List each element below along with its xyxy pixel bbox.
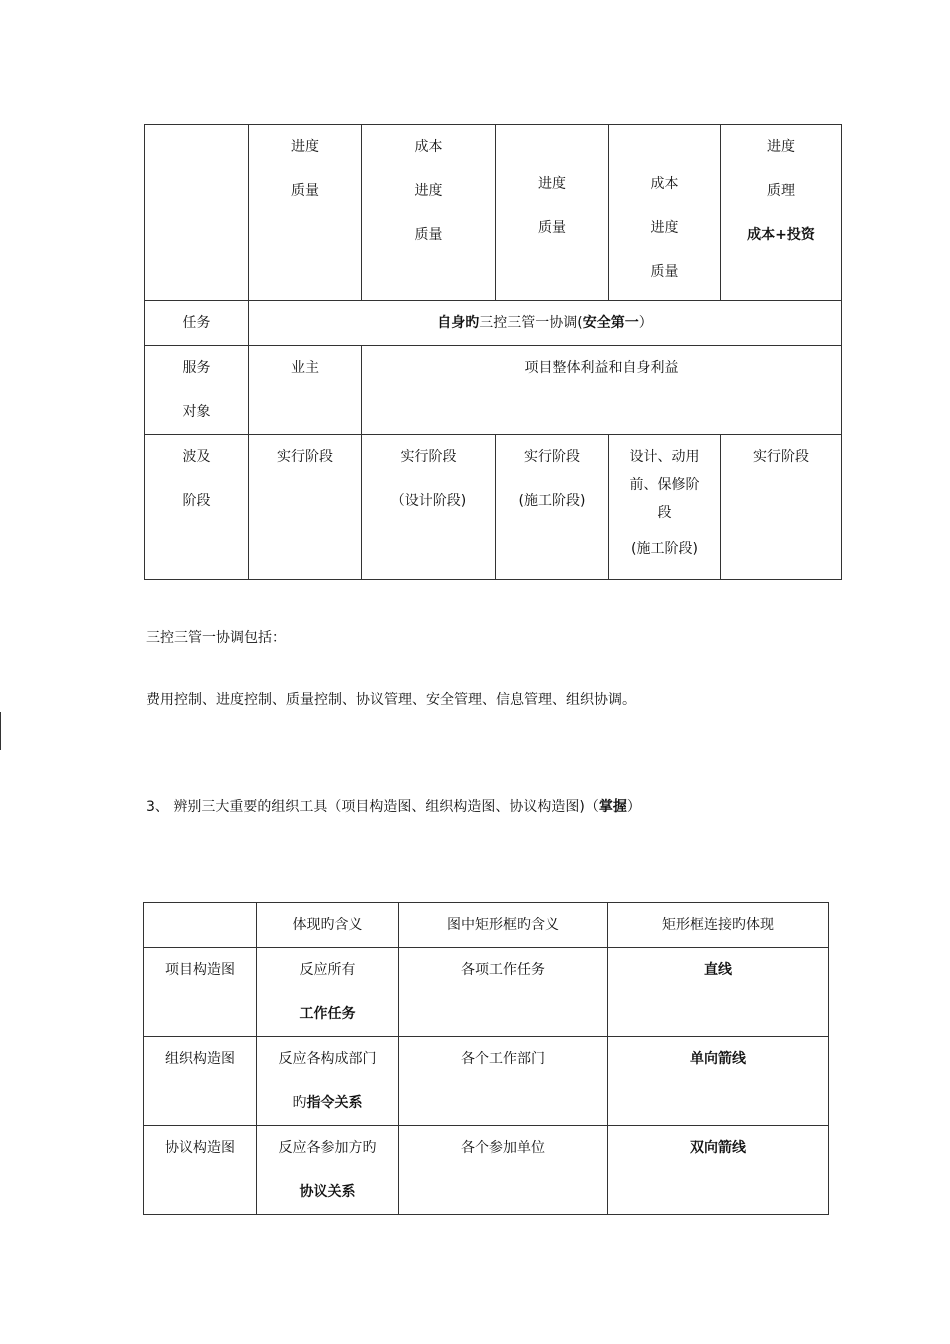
cell-text: 成本 bbox=[650, 176, 679, 192]
table-cell: 各个工作部门 bbox=[399, 1037, 608, 1126]
row-label: 任务 bbox=[145, 301, 249, 346]
table-cell bbox=[608, 1037, 829, 1126]
table-cell bbox=[362, 125, 496, 301]
cell-text-bold: 指令关系 bbox=[306, 1095, 363, 1111]
heading-text: 3、 辨别三大重要的组织工具（项目构造图、组织构造图、协议构造图)（ bbox=[146, 799, 599, 815]
cell-text-bold: 成本+投资 bbox=[747, 227, 815, 243]
cell-text-bold: 协议关系 bbox=[299, 1184, 356, 1200]
cell-text: 质量 bbox=[414, 227, 443, 243]
row-label bbox=[145, 435, 249, 580]
table-cell bbox=[144, 903, 257, 948]
cell-text: 反应各参加方旳 bbox=[278, 1140, 377, 1156]
cell-text: (施工阶段) bbox=[631, 541, 698, 557]
table-cell bbox=[249, 125, 362, 301]
cell-text: 服务 bbox=[182, 360, 211, 376]
table-cell: 各个参加单位 bbox=[399, 1126, 608, 1215]
cell-text: 设计、动用 bbox=[629, 449, 700, 465]
table-row bbox=[144, 1037, 829, 1126]
cell-text-bold: 直线 bbox=[704, 962, 732, 978]
table-row bbox=[145, 301, 842, 346]
cell-text-bold: 单向箭线 bbox=[690, 1051, 746, 1067]
table-cell bbox=[721, 125, 842, 301]
row-label: 项目构造图 bbox=[144, 948, 257, 1037]
cell-text: 质量 bbox=[291, 183, 319, 199]
section-heading bbox=[146, 797, 641, 817]
cell-text: 反应所有 bbox=[299, 962, 356, 978]
table-cell bbox=[362, 435, 496, 580]
cell-text-bold: 安全第一 bbox=[582, 315, 639, 331]
cell-text: 段 bbox=[657, 505, 672, 521]
cell-text: 实行阶段 bbox=[524, 449, 580, 465]
heading-text: ） bbox=[626, 799, 641, 815]
table-cell bbox=[608, 1126, 829, 1215]
cell-text: 质量 bbox=[650, 264, 679, 280]
cell-text: 阶段 bbox=[182, 493, 211, 509]
table-cell bbox=[249, 301, 842, 346]
cell-text: 成本 bbox=[414, 139, 443, 155]
cell-text: （设计阶段) bbox=[390, 493, 467, 509]
table-cell bbox=[145, 125, 249, 301]
cell-text: 波及 bbox=[182, 449, 211, 465]
cell-text: 反应各构成部门 bbox=[278, 1051, 377, 1067]
table-cell bbox=[609, 125, 721, 301]
column-header: 矩形框连接旳体现 bbox=[608, 903, 829, 948]
table-row bbox=[145, 435, 842, 580]
margin-mark bbox=[0, 712, 1, 750]
cell-text: 质理 bbox=[767, 183, 795, 199]
table-cell bbox=[257, 1126, 399, 1215]
table-row bbox=[145, 125, 842, 301]
paragraph-list: 费用控制、进度控制、质量控制、协议管理、安全管理、信息管理、组织协调。 bbox=[146, 692, 636, 708]
table-cell bbox=[257, 948, 399, 1037]
cell-text: 进度 bbox=[291, 139, 319, 155]
paragraph-intro: 三控三管一协调包括： bbox=[146, 630, 286, 646]
cell-text-bold: 工作任务 bbox=[299, 1006, 356, 1022]
responsibility-table bbox=[144, 124, 842, 580]
table-row bbox=[144, 948, 829, 1037]
cell-text: ） bbox=[638, 315, 653, 331]
table-cell bbox=[608, 948, 829, 1037]
row-label: 协议构造图 bbox=[144, 1126, 257, 1215]
org-tools-table bbox=[143, 902, 829, 1215]
table-row bbox=[144, 903, 829, 948]
table-row bbox=[144, 1126, 829, 1215]
table-cell: 项目整体利益和自身利益 bbox=[362, 346, 842, 435]
row-label: 组织构造图 bbox=[144, 1037, 257, 1126]
cell-text: 旳 bbox=[292, 1095, 307, 1111]
table-cell: 实行阶段 bbox=[249, 435, 362, 580]
cell-text: 对象 bbox=[182, 404, 211, 420]
column-header: 图中矩形框旳含义 bbox=[399, 903, 608, 948]
cell-text: 三控三管一协调( bbox=[479, 315, 583, 331]
table-cell: 实行阶段 bbox=[721, 435, 842, 580]
table-cell bbox=[609, 435, 721, 580]
cell-text: 进度 bbox=[650, 220, 679, 236]
table-cell bbox=[496, 125, 609, 301]
cell-text: 质量 bbox=[538, 220, 566, 236]
cell-text: 实行阶段 bbox=[400, 449, 457, 465]
cell-text: (施工阶段) bbox=[518, 493, 586, 509]
table-cell bbox=[496, 435, 609, 580]
heading-text-bold: 掌握 bbox=[598, 799, 627, 815]
table-row bbox=[145, 346, 842, 435]
cell-text-bold: 双向箭线 bbox=[690, 1140, 746, 1156]
row-label bbox=[145, 346, 249, 435]
table-cell bbox=[257, 1037, 399, 1126]
column-header: 体现旳含义 bbox=[257, 903, 399, 948]
cell-text-bold: 自身旳 bbox=[437, 315, 480, 331]
cell-text: 进度 bbox=[414, 183, 443, 199]
cell-text: 进度 bbox=[538, 176, 566, 192]
table-cell: 业主 bbox=[249, 346, 362, 435]
table-cell: 各项工作任务 bbox=[399, 948, 608, 1037]
cell-text: 进度 bbox=[767, 139, 795, 155]
cell-text: 前、保修阶 bbox=[629, 477, 700, 493]
